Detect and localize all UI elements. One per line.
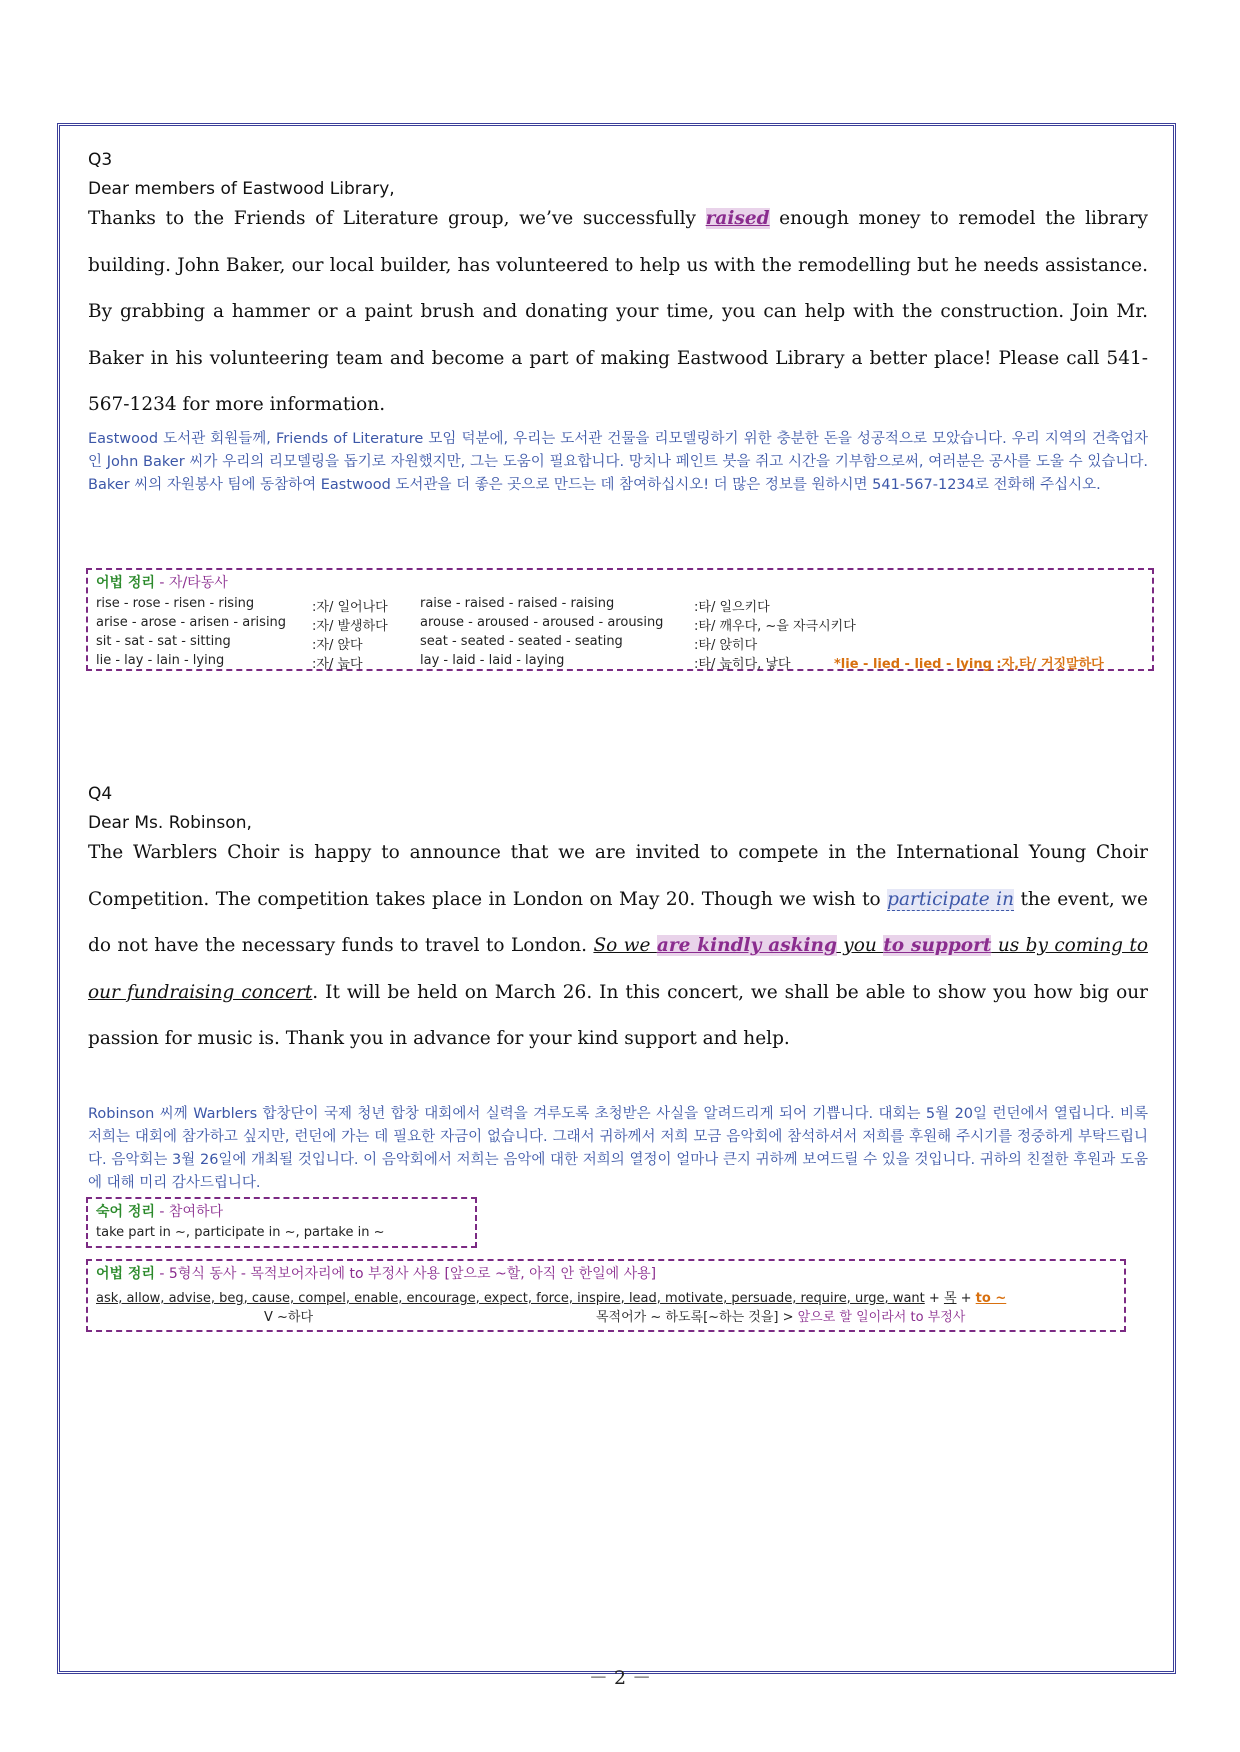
idiom-box-title: 숙어 정리 <box>96 1204 155 1220</box>
q3-translation-block <box>88 428 1148 497</box>
object-note-text: 목적어가 ~ 하도록[~하는 것을] > <box>596 1310 798 1325</box>
tr-forms: arouse - aroused - aroused - arousing <box>420 615 664 630</box>
q4-text-2: the event, we do not have the necessary funds to travel to London. <box>88 888 1149 956</box>
q4-idiom-box <box>86 1197 477 1248</box>
q3-grammar-box <box>86 568 1154 671</box>
q3-section <box>88 150 1148 429</box>
q4-text-1: The Warblers Choir is happy to announce that we are invited to compete in the International Young Choir Competition. The competition takes place in London on May 20. Though we wish to <box>88 842 1148 910</box>
grammar-notes-row <box>96 1306 1116 1325</box>
object-note <box>596 1306 965 1325</box>
tr-forms: lay - laid - laid - laying <box>420 653 565 668</box>
to-infinitive: to ~ <box>975 1291 1007 1306</box>
q4-underlined: us by coming to our fundraising concert <box>88 935 1148 1003</box>
q4-passage <box>88 830 1148 1063</box>
idiom-line: take part in ~, participate in ~, partake in ~ <box>96 1225 385 1240</box>
q4-grammar-box <box>86 1259 1126 1332</box>
plus-sign: + <box>924 1291 944 1306</box>
intr-forms: sit - sat - sat - sitting <box>96 634 231 649</box>
q4-underlined: So we <box>593 935 657 956</box>
intr-forms: arise - arose - arisen - arising <box>96 615 287 630</box>
intr-meaning: :자/ 일어나다 <box>312 600 388 615</box>
verb-row <box>96 653 1144 672</box>
intr-forms: lie - lay - lain - lying <box>96 653 225 668</box>
page-number: － 2 － <box>588 1667 652 1689</box>
q4-translation-block <box>88 1103 1148 1195</box>
tr-meaning: :타/ 앉히다 <box>694 638 758 653</box>
q4-translation: Robinson 씨께 Warblers 합창단이 국제 청년 합창 대회에서 실력을 겨루도록 초청받은 사실을 알려드리게 되어 기쁩니다. 대회는 5월 20일 런던에서 열립니다. 비록 저희는 대회에 참가하고 싶지만, 런던에 가는 데 필요한 자금이 없습니다. 그래서 귀하께서 저희 모금 음악회에 참석하셔서 저희를 후원해 주시기를 정중하게 부탁드립니다. 음악회는 3월 26일에 개최될 것입니다. 이 음악회에서 저희는 음악에 대한 저희의 열정이 얼마나 큰지 귀하께 보여드릴 수 있을 것입니다. 귀하의 친절한 후원과 도움에 대해 미리 감사드립니다. <box>88 1106 1148 1191</box>
object-note-purple: 앞으로 할 일이라서 to 부정사 <box>797 1310 966 1325</box>
intr-forms: rise - rose - risen - rising <box>96 596 255 611</box>
verb-note: V ~하다 <box>264 1310 314 1325</box>
q4-highlight-to-support: to support <box>883 935 992 956</box>
verb-list: ask, allow, advise, beg, cause, compel, enable, encourage, expect, force, inspire, lead, motivate, persuade, require, urge, want <box>96 1291 925 1306</box>
q3-passage <box>88 196 1148 429</box>
q4-section <box>88 784 1148 1063</box>
idiom-box-subtitle: - 참여하다 <box>154 1204 224 1220</box>
lie-note: *lie - lied - lied - lying :자,타/ 거짓말하다 <box>834 657 1104 672</box>
grammar-box-subtitle: - 자/타동사 <box>154 575 228 591</box>
q3-salutation: Dear members of Eastwood Library, <box>88 179 395 199</box>
plus-sign: + <box>956 1291 976 1306</box>
grammar-box-subtitle: - 5형식 동사 - 목적보어자리에 to 부정사 사용 [앞으로 ~할, 아직 안 한일에 사용] <box>154 1266 657 1282</box>
q4-highlight-participate: participate in <box>887 888 1014 910</box>
verb-row <box>96 596 1144 615</box>
q3-label: Q3 <box>88 150 113 170</box>
q3-text-1: Thanks to the Friends of Literature group, we’ve successfully <box>88 208 706 229</box>
grammar-box-title: 어법 정리 <box>96 1266 155 1282</box>
q3-translation: Eastwood 도서관 회원들께, Friends of Literature 모임 덕분에, 우리는 도서관 건물을 리모델링하기 위한 충분한 돈을 성공적으로 모았습니다. 우리 지역의 건축업자인 John Baker 씨가 우리의 리모델링을 돕기로 자원했지만, 그는 도움이 필요합니다. 망치나 페인트 붓을 쥐고 시간을 기부함으로써, 여러분은 공사를 도울 수 있습니다. Baker 씨의 자원봉사 팀에 동참하여 Eastwood 도서관을 더 좋은 곳으로 만드는 데 참여하십시오! 더 많은 정보를 원하시면 541-567-1234로 전화해 주십시오. <box>88 431 1148 493</box>
tr-forms: raise - raised - raised - raising <box>420 596 615 611</box>
verb-list-row <box>96 1287 1116 1306</box>
q4-text-3: . It will be held on March 26. In this concert, we shall be able to show you how big our passion for music is. Thank you in advance for your kind support and help. <box>88 981 1148 1049</box>
q3-highlight-raised: raised <box>705 208 770 229</box>
verb-row <box>96 634 1144 653</box>
q4-label: Q4 <box>88 784 113 804</box>
object-label: 목 <box>943 1291 957 1306</box>
tr-meaning: :타/ 눕히다, 낳다 <box>694 657 791 672</box>
q3-text-2: enough money to remodel the library building. John Baker, our local builder, has volunteered to help us with the remodelling but he needs assistance. By grabbing a hammer or a paint brush and donating your time, you can help with the construction. Join Mr. Baker in his volunteering team and become a part of making Eastwood Library a better place! Please call 541-567-1234 for more information. <box>88 208 1148 415</box>
tr-meaning: :타/ 일으키다 <box>694 600 770 615</box>
tr-forms: seat - seated - seated - seating <box>420 634 623 649</box>
tr-meaning: :타/ 깨우다, ~을 자극시키다 <box>694 619 856 634</box>
q4-highlight-asking: are kindly asking <box>656 935 837 956</box>
verb-row <box>96 615 1144 634</box>
intr-meaning: :자/ 발생하다 <box>312 619 388 634</box>
grammar-box-title: 어법 정리 <box>96 575 155 591</box>
intr-meaning: :자/ 앉다 <box>312 638 363 653</box>
q4-underlined: you <box>836 935 884 956</box>
intr-meaning: :자/ 눕다 <box>312 657 363 672</box>
q4-salutation: Dear Ms. Robinson, <box>88 813 252 833</box>
